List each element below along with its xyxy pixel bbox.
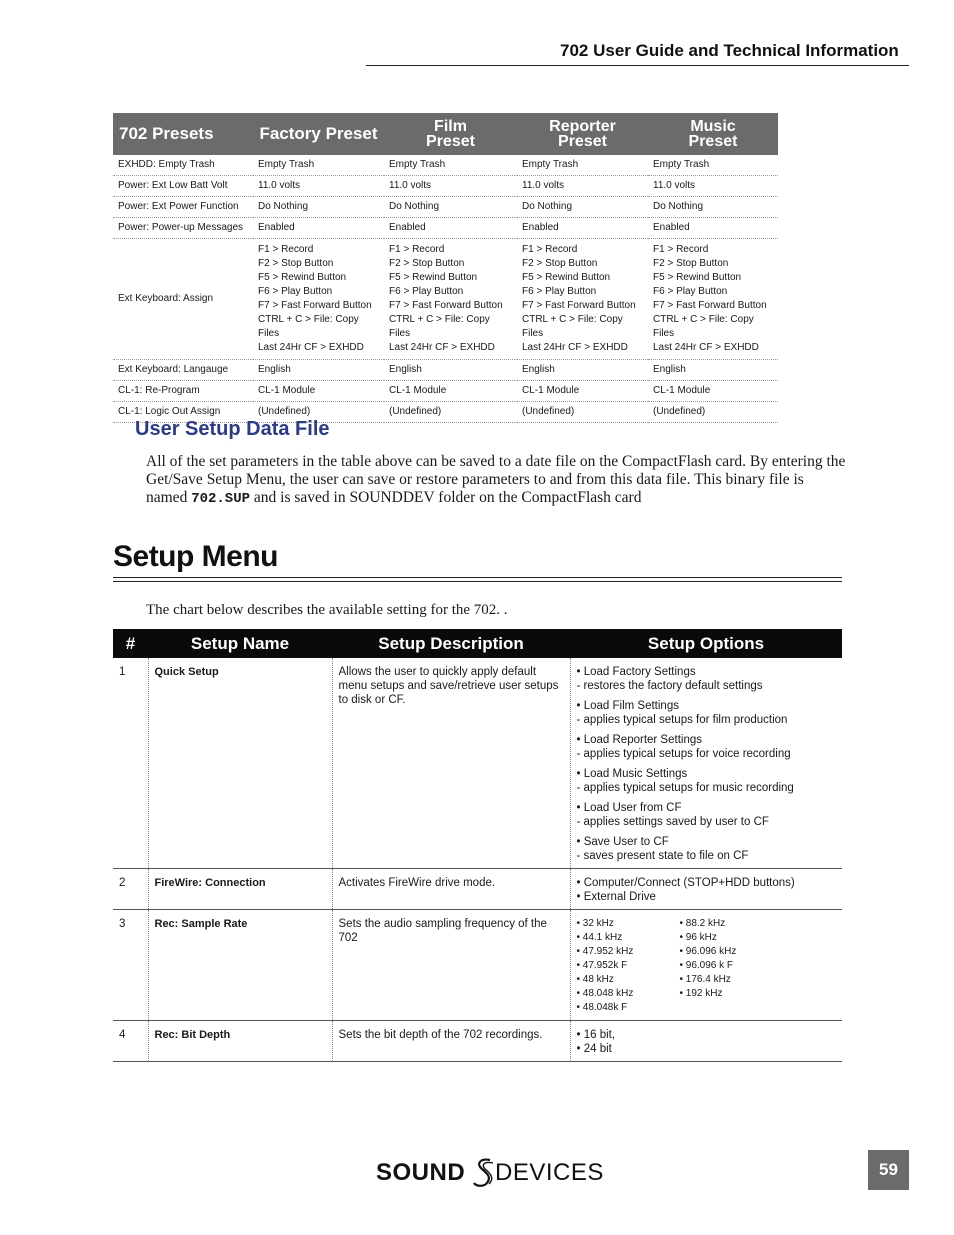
sample-rate-option: • 176.4 kHz [679,974,731,985]
preset-value-cell: Empty Trash [648,155,778,176]
preset-value-cell: Enabled [517,218,648,239]
sample-rate-option: • 88.2 kHz [679,918,726,929]
setup-options-cell [570,1021,842,1062]
setup-option-item: • Save User to CF - saves present state to file on CF [576,836,749,862]
sample-rate-option: • 96 kHz [679,932,717,943]
setup-option-item: • Load Reporter Settings - applies typical setups for voice recording [576,734,791,760]
running-header-title: 702 User Guide and Technical Information [560,41,899,60]
parameter-cell: CL-1: Logic Out Assign [113,402,253,423]
preset-value-cell: (Undefined) [384,402,517,423]
setup-number-cell: 3 [113,910,148,1021]
paragraph-text: All of the set parameters in the table above can be saved to a date file on the CompactFlash card. By entering the Get/Save Setup Menu, the user can save or restore parameters to and from this data file. This binary file is named [146,453,846,506]
setup-option-item: • Computer/Connect (STOP+HDD buttons) • External Drive [576,877,795,903]
preset-value-cell: 11.0 volts [517,176,648,197]
sample-rate-option: • 48.048 kHz [576,988,634,999]
preset-value-cell: English [648,360,778,381]
parameter-cell: Power: Power-up Messages [113,218,253,239]
user-setup-paragraph [146,453,846,508]
presets-col-header: Film Preset [384,113,517,155]
parameter-cell: EXHDD: Empty Trash [113,155,253,176]
sample-rate-option: • 96.096 kHz [679,946,737,957]
preset-value-cell: CL-1 Module [517,381,648,402]
setup-col-header: # [113,629,148,658]
presets-table-row [113,360,778,381]
setup-number-cell: 4 [113,1021,148,1062]
setup-name-cell: Rec: Sample Rate [148,910,332,1021]
setup-table [113,629,842,1062]
setup-number-cell: 1 [113,658,148,869]
preset-value-cell: Empty Trash [517,155,648,176]
heading-rule [113,581,842,582]
preset-value-cell: Do Nothing [384,197,517,218]
parameter-cell: Ext Keyboard: Assign [113,239,253,360]
setup-table-row [113,910,842,1021]
preset-value-cell: F1 > Record F2 > Stop Button F5 > Rewind Button F6 > Play Button F7 > Fast Forward Button CTRL + C > File: Copy Files Last 24Hr CF > EXHDD [517,239,648,360]
sample-rate-option: • 96.096 k F [679,960,734,971]
preset-value-cell: English [253,360,384,381]
presets-col-header: Reporter Preset [517,113,648,155]
preset-value-cell: CL-1 Module [648,381,778,402]
setup-option-item: • Load User from CF - applies settings saved by user to CF [576,802,769,828]
section-heading-user-setup: User Setup Data File [135,418,330,440]
presets-table-row [113,155,778,176]
sample-rate-option: • 48.048k F [576,1002,628,1013]
preset-value-cell: CL-1 Module [253,381,384,402]
setup-col-header: Setup Description [332,629,570,658]
preset-value-cell: Enabled [648,218,778,239]
logo-swirl-icon [470,1156,498,1188]
setup-header-row [113,629,842,658]
preset-value-cell: 11.0 volts [384,176,517,197]
setup-options-cell [570,910,842,1021]
preset-value-cell: Empty Trash [384,155,517,176]
setup-description-cell: Allows the user to quickly apply default menu setups and save/retrieve user setups to disk or CF. [332,658,570,869]
preset-value-cell: F1 > Record F2 > Stop Button F5 > Rewind Button F6 > Play Button F7 > Fast Forward Button CTRL + C > File: Copy Files Last 24Hr CF > EXHDD [384,239,517,360]
sample-rate-option: • 192 kHz [679,988,723,999]
setup-col-header: Setup Options [570,629,842,658]
preset-value-cell: Empty Trash [253,155,384,176]
preset-value-cell: (Undefined) [253,402,384,423]
presets-col-header: Factory Preset [253,113,384,155]
setup-table-row [113,658,842,869]
presets-table-row [113,218,778,239]
preset-value-cell: CL-1 Module [384,381,517,402]
preset-value-cell: Do Nothing [648,197,778,218]
header-rule [366,65,909,66]
setup-option-item: • Load Film Settings - applies typical setups for film production [576,700,788,726]
logo-text-sound: SOUND [376,1159,466,1186]
preset-value-cell: English [517,360,648,381]
presets-table-row [113,197,778,218]
preset-value-cell: 11.0 volts [648,176,778,197]
presets-table-row [113,176,778,197]
setup-name-cell: FireWire: Connection [148,869,332,910]
heading-rule [113,577,842,578]
paragraph-text: and is saved in SOUNDDEV folder on the CompactFlash card [250,489,642,506]
parameter-cell: Power: Ext Power Function [113,197,253,218]
section-heading-setup-menu: Setup Menu [113,540,278,573]
preset-value-cell: (Undefined) [648,402,778,423]
sample-rate-option: • 47.952k F [576,960,628,971]
preset-value-cell: English [384,360,517,381]
setup-table-row [113,869,842,910]
parameter-cell: Ext Keyboard: Langauge [113,360,253,381]
preset-value-cell: 11.0 volts [253,176,384,197]
sample-rate-option: • 32 kHz [576,918,614,929]
parameter-cell: CL-1: Re-Program [113,381,253,402]
setup-name-cell: Quick Setup [148,658,332,869]
sample-rate-option [680,1001,783,1015]
setup-description-cell: Sets the audio sampling frequency of the 702 [332,910,570,1021]
preset-value-cell: Do Nothing [517,197,648,218]
sound-devices-logo [376,1156,604,1188]
setup-intro-text: The chart below describes the available setting for the 702. . [146,602,508,618]
setup-number-cell: 2 [113,869,148,910]
presets-table-row [113,239,778,360]
setup-option-item: • 16 bit, • 24 bit [576,1029,616,1055]
preset-value-cell: (Undefined) [517,402,648,423]
presets-col-header: 702 Presets [113,113,253,155]
setup-col-header: Setup Name [148,629,332,658]
presets-table-row [113,381,778,402]
sample-rate-options [577,917,837,1015]
parameter-cell: Power: Ext Low Batt Volt [113,176,253,197]
sample-rate-option: • 44.1 kHz [576,932,623,943]
presets-table [113,113,778,423]
setup-description-cell: Sets the bit depth of the 702 recordings. [332,1021,570,1062]
preset-value-cell: Enabled [253,218,384,239]
sample-rate-option: • 48 kHz [576,974,614,985]
setup-option-item: • Load Factory Settings - restores the factory default settings [576,666,763,692]
logo-text-devices: DEVICES [495,1159,604,1186]
setup-name-cell: Rec: Bit Depth [148,1021,332,1062]
presets-col-header: Music Preset [648,113,778,155]
preset-value-cell: F1 > Record F2 > Stop Button F5 > Rewind Button F6 > Play Button F7 > Fast Forward Button CTRL + C > File: Copy Files Last 24Hr CF > EXHDD [253,239,384,360]
setup-option-item: • Load Music Settings - applies typical setups for music recording [576,768,794,794]
setup-options-cell [570,658,842,869]
preset-value-cell: Do Nothing [253,197,384,218]
setup-table-row [113,1021,842,1062]
sample-rate-option: • 47.952 kHz [576,946,634,957]
page-number: 59 [868,1150,909,1190]
preset-value-cell: Enabled [384,218,517,239]
preset-value-cell: F1 > Record F2 > Stop Button F5 > Rewind Button F6 > Play Button F7 > Fast Forward Button CTRL + C > File: Copy Files Last 24Hr CF > EXHDD [648,239,778,360]
setup-options-cell [570,869,842,910]
setup-description-cell: Activates FireWire drive mode. [332,869,570,910]
presets-header-row [113,113,778,155]
filename-code: 702.SUP [191,491,251,507]
